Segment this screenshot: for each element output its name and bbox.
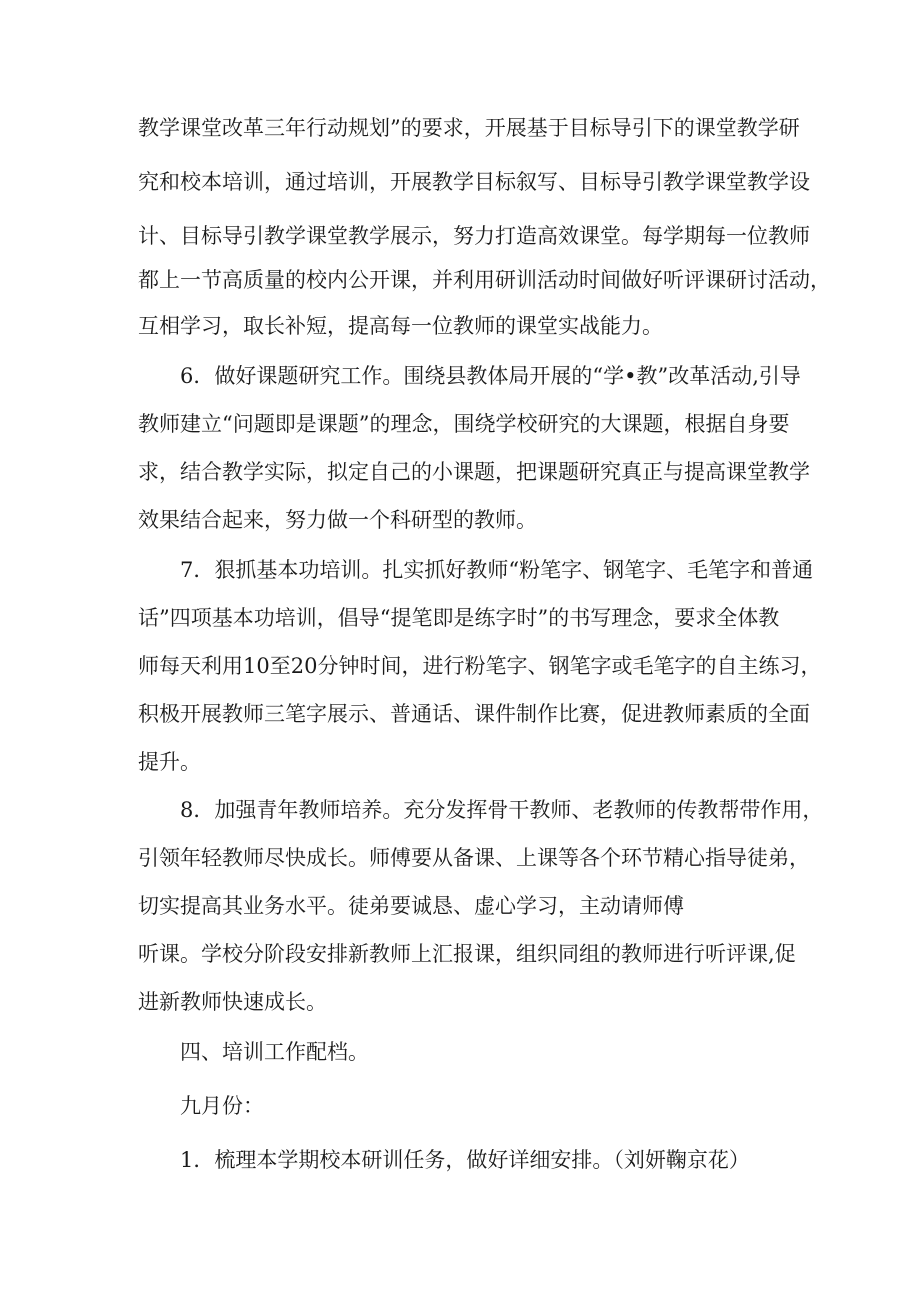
paragraph-line: 进新教师快速成长。 (138, 990, 327, 1014)
list-item-8: 8．加强青年教师培养。充分发挥骨干教师、老教师的传教帮带作用， (180, 798, 824, 822)
paragraph-line: 教学课堂改革三年行动规划”的要求，开展基于目标导引下的课堂教学研 (138, 116, 800, 140)
paragraph-line: 究和校本培训，通过培训，开展教学目标叙写、目标导引教学课堂教学设 (138, 170, 810, 194)
section-heading: 四、培训工作配档。 (180, 1040, 369, 1064)
paragraph-line: 话”四项基本功培训，倡导“提笔即是练字时”的书写理念，要求全体教 (138, 606, 780, 630)
paragraph-line: 教师建立“问题即是课题”的理念，围绕学校研究的大课题，根据自身要 (138, 412, 790, 436)
list-item-1: 1．梳理本学期校本研训任务，做好详细安排。（刘妍鞠京花） (180, 1148, 750, 1172)
month-heading: 九月份： (180, 1094, 264, 1118)
paragraph-line: 互相学习，取长补短，提高每一位教师的课堂实战能力。 (138, 314, 663, 338)
paragraph-line: 听课。学校分阶段安排新教师上汇报课，组织同组的教师进行听评课,促 (138, 942, 796, 966)
paragraph-line: 提升。 (138, 750, 201, 774)
paragraph-line: 引领年轻教师尽快成长。师傅要从备课、上课等各个环节精心指导徒弟， (138, 846, 810, 870)
paragraph-line: 切实提高其业务水平。徒弟要诚恳、虚心学习，主动请师傅 (138, 894, 684, 918)
paragraph-line: 都上一节高质量的校内公开课，并利用研训活动时间做好听评课研讨活动， (138, 268, 831, 292)
paragraph-line: 效果结合起来，努力做一个科研型的教师。 (138, 508, 537, 532)
paragraph-line: 师每天利用10至20分钟时间，进行粉笔字、钢笔字或毛笔字的自主练习， (138, 654, 822, 678)
paragraph-line: 积极开展教师三笔字展示、普通话、课件制作比赛，促进教师素质的全面 (138, 702, 810, 726)
list-item-7: 7．狠抓基本功培训。扎实抓好教师“粉笔字、钢笔字、毛笔字和普通 (180, 558, 814, 582)
paragraph-line: 求，结合教学实际，拟定自己的小课题，把课题研究真正与提高课堂教学 (138, 460, 810, 484)
list-item-6: 6．做好课题研究工作。围绕县教体局开展的“学•教”改革活动,引导 (180, 364, 801, 388)
paragraph-line: 计、目标导引教学课堂教学展示，努力打造高效课堂。每学期每一位教师 (138, 224, 810, 248)
